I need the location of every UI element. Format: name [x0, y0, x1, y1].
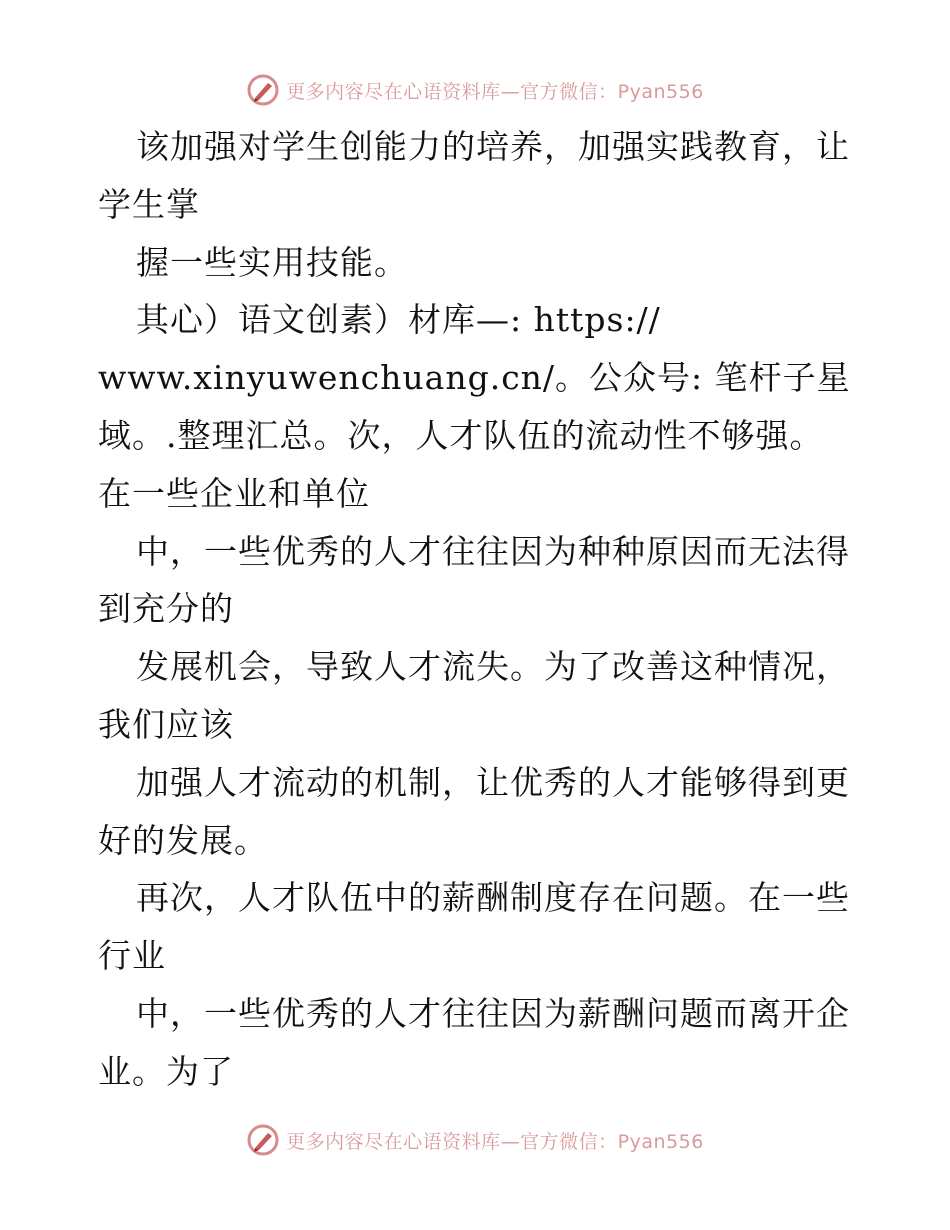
text-line: 再次，人才队伍中的薪酬制度存在问题。在一些: [136, 878, 850, 918]
text-line: 到充分的: [98, 589, 234, 629]
text-line: 加强人才流动的机制，让优秀的人才能够得到更: [136, 762, 850, 802]
document-body: [98, 118, 858, 1101]
pen-logo-icon: [246, 73, 280, 107]
text-line: 握一些实用技能。: [136, 242, 408, 282]
text-line: 我们应该: [98, 704, 234, 744]
text-line: 好的发展。: [98, 820, 268, 860]
footer-watermark: [0, 1120, 950, 1160]
text-line: 域。.整理汇总。次，人才队伍的流动性不够强。: [98, 415, 824, 455]
watermark-text: 更多内容尽在心语资料库—官方微信：Pyan556: [286, 1130, 704, 1153]
text-line: 发展机会，导致人才流失。为了改善这种情况，: [136, 647, 850, 687]
text-line: 学生掌: [98, 184, 200, 224]
text-line: 中，一些优秀的人才往往因为种种原因而无法得: [136, 531, 850, 571]
text-line: 在一些企业和单位: [98, 473, 370, 513]
text-line: 行业: [98, 936, 166, 976]
header-watermark: [0, 70, 950, 110]
text-line: www.xinyuwenchuang.cn/。公众号: 笔杆子星: [98, 358, 851, 398]
text-line: 该加强对学生创能力的培养，加强实践教育，让: [136, 127, 850, 166]
text-line: 中，一些优秀的人才往往因为薪酬问题而离开企: [136, 993, 850, 1033]
pen-logo-icon: [246, 1123, 280, 1157]
text-line: 其心）语文创素）材库—: https://: [136, 300, 661, 340]
watermark-text: 更多内容尽在心语资料库—官方微信：Pyan556: [286, 80, 704, 103]
text-line: 业。为了: [98, 1051, 234, 1091]
